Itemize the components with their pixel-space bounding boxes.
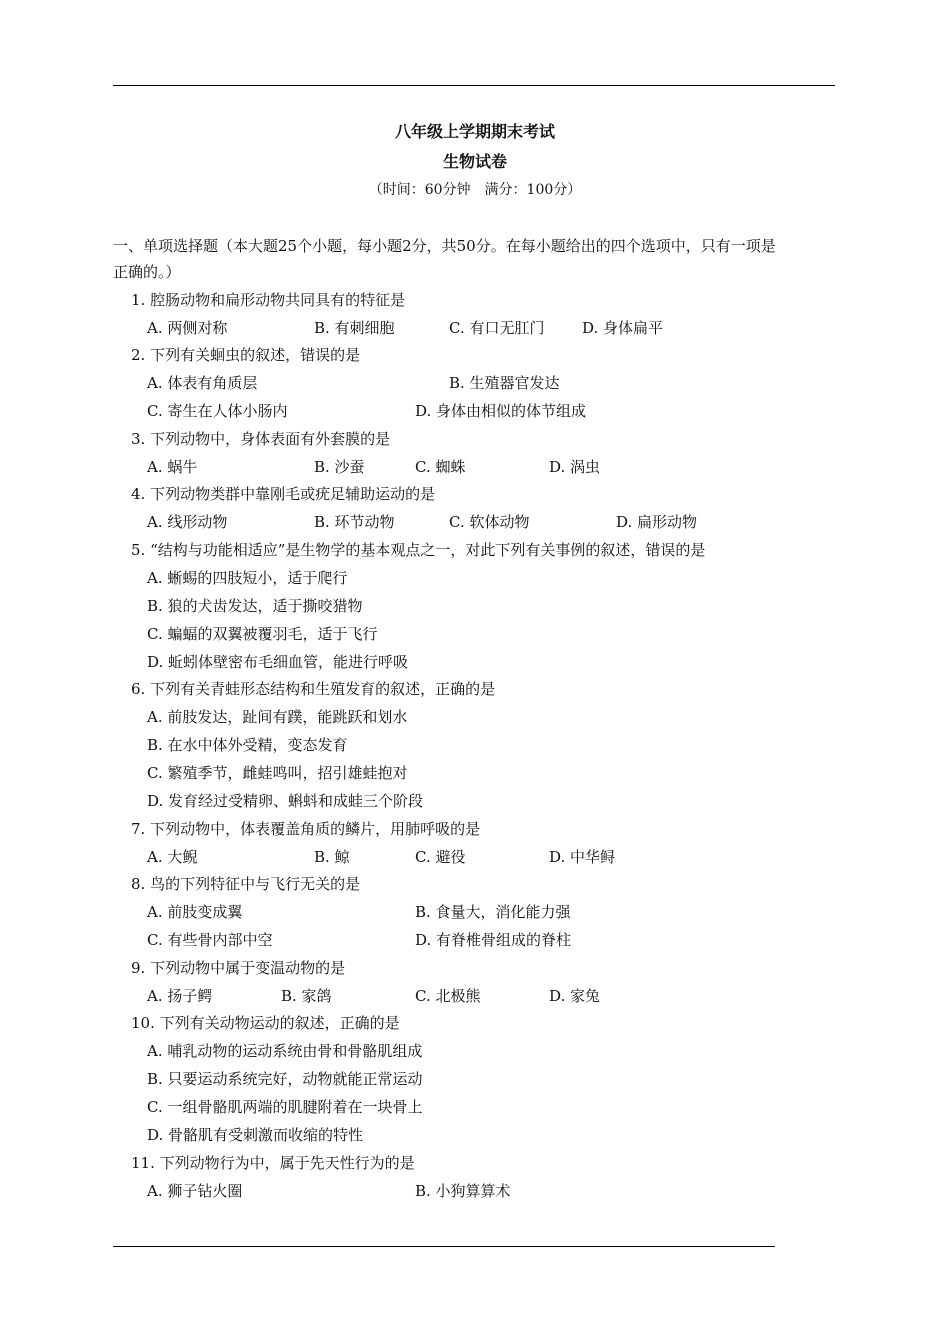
question-stem: 6. 下列有关青蛙形态结构和生殖发育的叙述，正确的是 [131, 680, 496, 698]
option-a: A. 两侧对称 [147, 319, 228, 337]
option-b: B. 狼的犬齿发达，适于撕咬猎物 [147, 597, 363, 615]
option-a: A. 蜗牛 [147, 458, 198, 476]
option-d: D. 身体扁平 [582, 319, 664, 337]
option-c: C. 一组骨骼肌两端的肌腱附着在一块骨上 [147, 1098, 423, 1116]
question-stem: 3. 下列动物中，身体表面有外套膜的是 [131, 430, 391, 448]
option-b: B. 有刺细胞 [314, 319, 395, 337]
option-c: C. 有口无肛门 [449, 319, 545, 337]
question-stem: 11. 下列动物行为中，属于先天性行为的是 [131, 1154, 415, 1172]
option-a: A. 蜥蜴的四肢短小，适于爬行 [147, 569, 348, 587]
option-b: B. 沙蚕 [314, 458, 365, 476]
option-a: A. 狮子钻火圈 [147, 1182, 243, 1200]
option-d: D. 有脊椎骨组成的脊柱 [415, 931, 572, 949]
option-b: B. 家鸽 [281, 987, 332, 1005]
option-c: C. 蝙蝠的双翼被覆羽毛，适于飞行 [147, 625, 378, 643]
section-heading: 一、单项选择题（本大题25个小题，每小题2分，共50分。在每小题给出的四个选项中，只有一项是 [113, 237, 776, 255]
option-d: D. 骨骼肌有受刺激而收缩的特性 [147, 1126, 364, 1144]
section-heading-cont: 正确的。） [113, 263, 181, 281]
option-d: D. 扁形动物 [616, 513, 698, 531]
option-a: A. 前肢发达，趾间有蹼，能跳跃和划水 [147, 708, 408, 726]
option-b: B. 环节动物 [314, 513, 395, 531]
option-d: D. 中华鲟 [549, 848, 616, 866]
option-c: C. 有些骨内部中空 [147, 931, 273, 949]
option-d: D. 家兔 [549, 987, 601, 1005]
option-b: B. 鲸 [314, 848, 350, 866]
question-stem: 1. 腔肠动物和扁形动物共同具有的特征是 [131, 291, 406, 309]
question-stem: 7. 下列动物中，体表覆盖角质的鳞片，用肺呼吸的是 [131, 820, 481, 838]
exam-title: 八年级上学期期末考试 [394, 122, 555, 141]
question-stem: 4. 下列动物类群中靠刚毛或疣足辅助运动的是 [131, 485, 436, 503]
option-d: D. 蚯蚓体壁密布毛细血管，能进行呼吸 [147, 653, 409, 671]
exam-meta: （时间：60分钟 满分：100分） [368, 182, 582, 198]
option-a: A. 体表有角质层 [147, 374, 258, 392]
option-a: A. 扬子鳄 [147, 987, 213, 1005]
question-stem: 8. 鸟的下列特征中与飞行无关的是 [131, 875, 361, 893]
footer-rule [113, 1246, 775, 1247]
option-c: C. 蜘蛛 [415, 458, 466, 476]
subject-title: 生物试卷 [442, 152, 507, 171]
question-stem: 9. 下列动物中属于变温动物的是 [131, 959, 346, 977]
option-c: C. 北极熊 [415, 987, 481, 1005]
option-c: C. 软体动物 [449, 513, 530, 531]
option-c: C. 避役 [415, 848, 466, 866]
question-stem: 2. 下列有关蛔虫的叙述，错误的是 [131, 346, 361, 364]
option-d: D. 涡虫 [549, 458, 601, 476]
question-stem: 5. “结构与功能相适应”是生物学的基本观点之一，对此下列有关事例的叙述，错误的是 [131, 541, 706, 559]
header-rule [113, 85, 835, 86]
option-c: C. 繁殖季节，雌蛙鸣叫，招引雄蛙抱对 [147, 764, 408, 782]
option-b: B. 小狗算算术 [415, 1182, 511, 1200]
option-a: A. 线形动物 [147, 513, 228, 531]
option-d: D. 发育经过受精卵、蝌蚪和成蛙三个阶段 [147, 792, 424, 810]
option-b: B. 生殖器官发达 [449, 374, 560, 392]
option-b: B. 只要运动系统完好，动物就能正常运动 [147, 1070, 423, 1088]
option-d: D. 身体由相似的体节组成 [415, 402, 587, 420]
option-a: A. 前肢变成翼 [147, 903, 243, 921]
option-a: A. 哺乳动物的运动系统由骨和骨骼肌组成 [147, 1042, 423, 1060]
question-stem: 10. 下列有关动物运动的叙述，正确的是 [131, 1014, 400, 1032]
option-c: C. 寄生在人体小肠内 [147, 402, 288, 420]
option-b: B. 食量大，消化能力强 [415, 903, 571, 921]
option-b: B. 在水中体外受精，变态发育 [147, 736, 348, 754]
option-a: A. 大鲵 [147, 848, 198, 866]
